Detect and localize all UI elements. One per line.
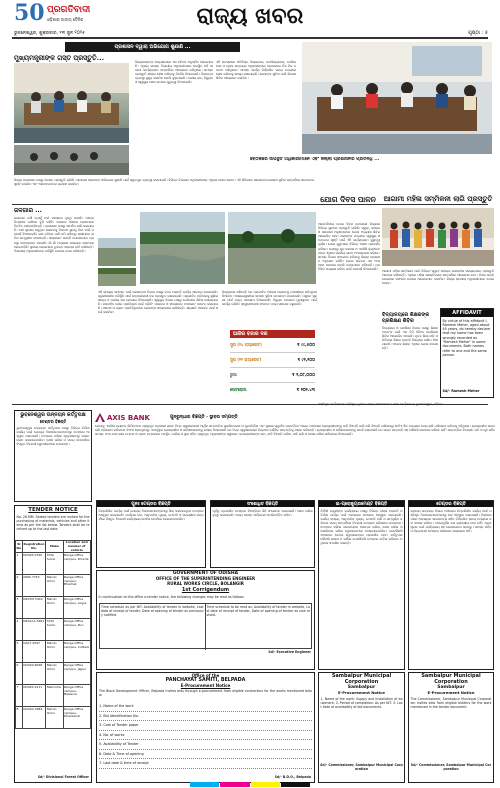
reg-black — [281, 782, 310, 787]
panchayat-signature: Sd/- B.D.O., Belpada — [274, 775, 311, 779]
col-sl: Sl No — [16, 541, 23, 553]
list-item: 4. No. of works — [99, 731, 312, 741]
col-make: Make — [46, 541, 63, 553]
price-row — [230, 383, 315, 397]
section-title: ରାଜ୍ୟ ଖବର — [196, 4, 304, 29]
list-item: 6. Date & Time of opening — [99, 750, 312, 760]
school-headline: ବିଦ୍ୟାଳୟରେ ଶିକ୍ଷକଙ୍କ ପ୍ରଶିକ୍ଷଣ ଶିବିର — [382, 312, 430, 324]
govt-body: In continuation to this office e-tender notice, the following changes may be read as follows. — [98, 594, 245, 599]
price-item: ସୁନା (୨୨ କ୍ୟାରେଟ) — [230, 357, 262, 362]
bda-notice — [14, 410, 92, 502]
story1-body-c: ଜିଲ୍ଲା ପ୍ରଶାସନ ପକ୍ଷରୁ ସମସ୍ତ ପ୍ରସ୍ତୁତି ଚାଲିଛି। ସାଧାରଣ ଲୋକଙ୍କ ଅଭିଯୋଗ ଶୁଣାଣି ପାଇଁ ସ୍ୱତନ୍ତ୍ର ବ୍ୟବସ୍ଥା କରାଯାଇଛି। ବିଭିନ୍ନ ବିଭାଗର ଅଧିକାରୀମାନେ ଏଥିରେ ଯୋଗ ଦେବେ। ଏହି ଶିବିରରେ ସରକାରୀ ଯୋଜନାର ସୁବିଧା ସମ୍ପର୍କରେ ସଚେତନତା ସୃଷ୍ଟି କରାଯିବ ଏବଂ ଆବେଦନପତ୍ର ଗ୍ରହଣ କରାଯିବ। — [14, 178, 314, 187]
table-cell: AP6K 7743 — [22, 575, 46, 597]
price-row — [230, 353, 315, 368]
price-row — [230, 338, 315, 353]
axis-logo-icon — [95, 413, 105, 422]
dateline: ଭୁବନେଶ୍ୱର, ଶୁକ୍ରବାର, ୧୩ ଜୁନ ୨୦୨୫ — [14, 31, 85, 36]
table-cell: Maruti Omni — [46, 575, 63, 597]
flood-headline: ଜଳଗାର ... — [14, 207, 42, 214]
table-cell: 5 — [16, 641, 23, 663]
flood-photo-main-art — [140, 212, 225, 284]
yoga-headline: ଯୋଗ ଦିବସ ପାଳନ — [320, 195, 376, 204]
table-cell: 6 — [16, 663, 23, 685]
panchayat-items — [97, 702, 314, 769]
table-row — [16, 553, 91, 575]
smc1-subtitle: Sambalpur — [347, 685, 376, 690]
mid-notice-2-title: ସଂଶୋଧିତ ବିଜ୍ଞପ୍ତି — [211, 501, 314, 507]
bda-notice-body: ଭୁବନେଶ୍ୱର ଉନ୍ନୟନ କର୍ତ୍ତୃପକ୍ଷ ପକ୍ଷରୁ ବିଭିନ୍ନ ନିର୍ମାଣ କାର୍ଯ୍ୟ ପାଇଁ ଯୋଗ୍ୟ ଠିକାଦାରମାନଙ୍କଠାରୁ ଟେଣ୍ଡର ଆହ୍ୱାନ କରାଯାଉଛି। ଟେଣ୍ଡର ଦଲିଲ ୱେବସାଇଟରୁ ଡାଉନଲୋଡ କରାଯାଇପାରିବ। ଶେଷ ତାରିଖ ଓ ସମୟ ସମ୍ପର୍କରେ ବିସ୍ତୃତ ବିବରଣୀ ୱେବସାଇଟରେ ଉପଲବ୍ଧ। — [16, 425, 90, 446]
table-cell: OD029 6068 — [22, 663, 46, 685]
smc2-subtitle: Sambalpur — [437, 685, 465, 690]
group-photo-art — [14, 145, 129, 175]
mid-notice-1-title: ପୁନଃ ଟେଣ୍ଡର ବିଜ୍ଞପ୍ତି — [97, 501, 205, 507]
panchayat-line2: PANCHAYAT SAMITI, BELPADA — [165, 678, 246, 683]
tender-table-body — [16, 553, 91, 729]
govt-notice — [96, 570, 315, 670]
tender-table — [15, 540, 91, 729]
flood-photo-left-art — [98, 238, 136, 266]
flood-photo-left-bottom — [98, 268, 136, 286]
table-cell: Range Office campus, Angul — [63, 597, 90, 619]
table-cell: Maruti Omni — [46, 597, 63, 619]
story1-headline: ମୁଖ୍ୟମନ୍ତ୍ରୀଙ୍କ ଗସ୍ତ ପ୍ରସ୍ତୁତି... — [14, 54, 105, 62]
affidavit-body: By virtue of this affidavit I, Ramesh Meher, aged about 45 years, do hereby declare that my name has been wrongly recorded as "Ramesh Mehar" in some documents. Both names refer to one and the same person. — [442, 318, 491, 357]
flood-body-b: ଏହି ସମସ୍ୟା ସମାଧାନ ପାଇଁ ଜଳସମ୍ପଦ ବିଭାଗ ପକ୍ଷରୁ ବନ୍ଧ ମରାମତି କାର୍ଯ୍ୟ ଆରମ୍ଭ କରାଯାଇଛି। ଜରୁରୀକାଳୀନ ପରିସ୍ଥିତି ପାଇଁ ଉଦ୍ଧାରକାରୀ ଦଳ ପ୍ରସ୍ତୁତ ରଖାଯାଇଛି। ପ୍ରଭାବିତ ପରିବାରକୁ ଶୁଖିଲା ଖାଦ୍ୟ ଓ ପାନୀୟ ଜଳ ଯୋଗାଇ ଦିଆଯାଉଛି। ସ୍ୱାସ୍ଥ୍ୟ ବିଭାଗ ପକ୍ଷରୁ ମେଡିକାଲ ଶିବିର ଖୋଲାଯାଇଛି। ଜଳବାହିତ ରୋଗ ପ୍ରତିରୋଧ ପାଇଁ ବ୍ଲିଚିଂ ପାଉଡର ଓ ହାଲୋଜେନ ଟାବଲେଟ ବଣ୍ଟନ କରାଯାଉଛି। ସରପଞ୍ଚ ଓ ଗ୍ରାମ ପ୍ରତିନିଧିମାନେ ଲୋକଙ୍କ ସହାୟତାରେ ଲାଗିଛନ୍ତି। କ୍ଷୟକ୍ଷତି ଆକଳନ ପାଇଁ ସର୍ଭେ କରାଯିବ। — [98, 290, 218, 315]
price-item: ପେଟ୍ରୋଲ — [230, 387, 247, 392]
table-row — [16, 619, 91, 641]
price-value: ₹ ୧,୦୮,୦୦୦ — [292, 372, 315, 377]
table-cell: Maruti Omni — [46, 641, 63, 663]
table-cell: OA07 4597 — [22, 641, 46, 663]
table-cell: Range Office campus, Khurda — [63, 553, 90, 575]
table-cell: 1 — [16, 553, 23, 575]
story1-body-a: ଜିଲ୍ଲାପାଳଙ୍କ ଅଧ୍ୟକ୍ଷତାରେ ଏକ ବୈଠକ ଅନୁଷ୍ଠିତ ହୋଇଯାଇଛି। ଏଥିରେ ସମସ୍ତ ବିଭାଗୀୟ ଅଧିକାରୀମାନେ ଉପସ୍ଥିତ ରହି ଆଗାମୀ କାର୍ଯ୍ୟକ୍ରମ ସମ୍ପର୍କରେ ଆଲୋଚନା କରିଥିଲେ। ସମସ୍ତ ପ୍ରସ୍ତୁତି ଶୀଘ୍ର ଶେଷ କରିବାକୁ ନିର୍ଦ୍ଦେଶ ଦିଆଯାଇଛି। ନିରାପତ୍ତା ବ୍ୟବସ୍ଥା ସୁଦୃଢ଼ କରାଯିବ ବୋଲି କୁହାଯାଇଛି। ପାନୀୟ ଜଳ, ବିଦ୍ୟୁତ ଓ ସ୍ୱାସ୍ଥ୍ୟ ସେବା ଉପରେ ଗୁରୁତ୍ୱ ଦିଆଯାଇଛି। — [135, 60, 213, 85]
panchayat-notice — [96, 672, 315, 783]
meeting-caption: ବୈଠକରେ ଉପସ୍ଥିତ ଅଧିକାରୀମାନେ ଏବଂ ଜିଲ୍ଲା ପ୍ରଶାସନର ପ୍ରତିନିଧି ... — [250, 157, 380, 162]
table-cell: Range Office campus, Dhenkanal — [63, 707, 90, 729]
table-cell: Range Office campus, Bhadrak — [63, 575, 90, 597]
price-box-header: ଆଜିର ବଜାର ଦର — [230, 330, 315, 338]
mid-notice-2 — [210, 500, 315, 568]
col-location: Location and number of vehicle — [63, 541, 90, 553]
axis-bank-band — [318, 402, 494, 412]
smc-notice-1 — [318, 672, 405, 783]
group-photo — [14, 145, 129, 175]
right-notice-a-body: ନିର୍ବାହୀ ଯନ୍ତ୍ରୀଙ୍କ କାର୍ଯ୍ୟାଳୟ ପକ୍ଷରୁ ବିଭିନ୍ନ ରାସ୍ତା ମରାମତି ଓ ନିର୍ମାଣ କାର୍ଯ୍ୟ ପାଇଁ ଅନଲାଇନ ଟେଣ୍ଡର ଆହ୍ୱାନ କରାଯାଉଛି। କାର୍ଯ୍ୟ ସଂଖ୍ୟା, ଆନୁମାନିକ ମୂଲ୍ୟ, ଇଏମଡି ରାଶି ଓ ସମ୍ପୂର୍ଣ୍ଣ କରିବାର ସମୟ ସମ୍ପର୍କରେ ବିବରଣୀ ଟେଣ୍ଡର ଦଲିଲରେ ଉପଲବ୍ଧ। ଟେଣ୍ଡର ଦଲିଲ ଡାଉନଲୋଡ ଆରମ୍ଭ ତାରିଖ, ଶେଷ ତାରିଖ ଓ ଖୋଲିବାର ତାରିଖ ୱେବସାଇଟରେ ଦେଖାଯାଇପାରିବ। ଯେକୌଣସି ସଂଶୋଧନ କେବଳ ୱେବସାଇଟରେ ପ୍ରକାଶିତ ହେବ। କର୍ତ୍ତୃପକ୍ଷ କୌଣସି କାରଣ ନ ଦର୍ଶାଇ ଯେକୌଣସି ଟେଣ୍ଡର ବାତିଲ କରିବାର ଅଧିକାର ସଂରକ୍ଷିତ ରଖନ୍ତି। — [320, 508, 403, 546]
smc1-sub2: E-Procurement Notice — [338, 690, 385, 695]
divider-1 — [12, 204, 488, 205]
reg-cyan — [190, 782, 219, 787]
flood-photo-wide-art — [228, 212, 316, 284]
bda-notice-subtitle: ଟେଣ୍ଡର ବିଜ୍ଞପ୍ତି — [39, 419, 67, 424]
table-cell: Maruti Omni — [46, 663, 63, 685]
masthead-rule — [12, 37, 488, 39]
list-item: 7. Last date & time of receipt — [99, 759, 312, 769]
smc2-title: Sambalpur Municipal Corporation — [421, 673, 481, 685]
smc1-title: Sambalpur Municipal Corporation — [331, 673, 392, 685]
tender-table-header — [16, 541, 91, 553]
tender-notice-body: No. 26-MM. Sealed tenders are invited for the purchasing of materials, vehicles and other items as per the list below. Tenders shall be received up to the last date. — [16, 515, 90, 532]
table-cell: Range Office campus, Jajpur — [63, 663, 90, 685]
tagline: ଓଡ଼ିଶାର ଜାତୀୟ ଦୈନିକ — [47, 17, 84, 22]
price-value: ₹ ୧୦୧.୪୩ — [296, 387, 315, 392]
table-cell: 2 — [16, 575, 23, 597]
price-row — [230, 368, 315, 383]
affidavit-box — [440, 308, 494, 398]
table-row — [16, 707, 91, 729]
reg-yellow — [251, 782, 280, 787]
meeting-photo-right — [302, 42, 492, 154]
right-notice-b-title: ଟେଣ୍ଡର ବିଜ୍ଞପ୍ତି — [409, 501, 493, 507]
govt-table — [99, 603, 312, 649]
table-cell: 7 — [16, 685, 23, 707]
meeting-photo-left — [14, 63, 129, 143]
mid-notice-2-body: ପୂର୍ବରୁ ପ୍ରକାଶିତ ଟେଣ୍ଡର ବିଜ୍ଞପ୍ତିରେ କିଛି ସଂଶୋଧନ କରାଯାଇଛି। ଶେଷ ତାରିଖ ବୃଦ୍ଧି କରାଯାଇଛି। ଅନ୍ୟ ସମସ୍ତ ସର୍ତ୍ତାବଳୀ ଅପରିବର୍ତ୍ତିତ ରହିବ। — [212, 508, 313, 517]
women-headline: ଆଗାମୀ ମହିଳା ସମ୍ମିଳନୀ ଲାଗି ପ୍ରସ୍ତୁତି — [383, 195, 493, 203]
women-group-photo — [382, 208, 494, 266]
top-banner — [65, 42, 240, 52]
govt-line1: GOVERNMENT OF ODISHA — [172, 571, 239, 576]
flood-photo-wide — [228, 212, 316, 284]
smc1-signature: Sd/- Commissioner, Sambalpur Municipal Corporation — [320, 763, 403, 772]
affidavit-title: AFFIDAVIT — [441, 309, 493, 317]
table-cell: 4 — [16, 619, 23, 641]
reg-magenta — [220, 782, 249, 787]
flood-body-c: ଜିଲ୍ଲାପାଳ କହିଛନ୍ତି ଯେ ପ୍ରଭାବିତ ଅଞ୍ଚଳର ଲୋକଙ୍କୁ ଯଥାଶୀଘ୍ର କ୍ଷତିପୂରଣ ଦିଆଯିବ। ଆଶ୍ରୟସ୍ଥଳୀରେ ସମସ୍ତ ସୁବିଧା ଉପଲବ୍ଧ କରାଯାଇଛି। ପଶୁଧନ ସୁରକ୍ଷା ପାଇଁ ମଧ୍ୟ ପଦକ୍ଷେପ ନିଆଯାଉଛି। ବିଦ୍ୟୁତ ଯୋଗାଣ ପୁନଃସ୍ଥାପନ ପାଇଁ କାର୍ଯ୍ୟ ଚାଲିଛି। ସ୍ୱେଚ୍ଛାସେବୀ ସଂଗଠନ ମଧ୍ୟ ସହାୟତା କରୁଛନ୍ତି। — [222, 290, 317, 307]
women-body: ଆଗାମୀ ମହିଳା ସମ୍ମିଳନୀ ପାଇଁ ବିଭିନ୍ନ ସ୍ୱୟଂ ସହାୟକ ଗୋଷ୍ଠୀର ସଦସ୍ୟମାନେ ପ୍ରସ୍ତୁତି ଆରମ୍ଭ କରିଛନ୍ତି। ଏଥିରେ ମହିଳା ସଶକ୍ତିକରଣ ସମ୍ପର୍କରେ ଆଲୋଚନା ହେବ। ମିଶନ ଶକ୍ତି ଯୋଜନାର ସଫଳତା ଉପରେ ଆଲୋକପାତ କରାଯିବ। ଜିଲ୍ଲା ସ୍ତରୀୟ ଅଧିକାରୀମାନେ ଯୋଗ ଦେବେ। — [382, 269, 494, 286]
govt-table-col-b: Time schedule to be read as: Availability of tender in website, Last date of receipt of tender, Date of opening of tender as now revised. — [206, 605, 310, 618]
bda-notice-title: ଭୁବନେଶ୍ୱର ଉନ୍ନୟନ କର୍ତ୍ତୃପକ୍ଷ — [20, 412, 86, 418]
smc-notice-2 — [408, 672, 494, 783]
tender-notice — [14, 505, 92, 783]
anniversary-logo: 50 — [14, 0, 45, 26]
smc1-body: 1. Name of the work: Supply and installation of equipment. 2. Period of completion: As per NIT. 3. Last date of availability of bid documents. — [320, 696, 403, 709]
masthead — [0, 0, 500, 40]
tender-notice-signature: Sd/- Divisional Forest Officer — [37, 775, 89, 779]
table-cell: 8 — [16, 707, 23, 729]
flood-body-a: ଲଗାତାର ବର୍ଷା ଯୋଗୁଁ ନଦୀ ଜଳସ୍ତର ବୃଦ୍ଧି ପାଇଛି। ଅନେକ ନିମ୍ନାଞ୍ଚଳ ପାଣିରେ ବୁଡ଼ି ରହିଛି। ଜଳଗାର ଅଞ୍ଚଳର ଲୋକମାନେ ଚିନ୍ତିତ ହୋଇପଡ଼ିଛନ୍ତି। ପ୍ରଶାସନ ପକ୍ଷରୁ ସତର୍କତା ଜାରି କରାଯାଇଛି। ନଦୀ କୂଳରେ ରହୁଥିବା ଲୋକଙ୍କୁ ନିରାପଦ ସ୍ଥାନକୁ ଯିବା ପାଇଁ ପରାମର୍ଶ ଦିଆଯାଇଛି। ଚାଷ ଜମିରେ ପାଣି ଜମି ରହିବାରୁ ଚାଷୀମାନେ କ୍ଷତିର ସମ୍ମୁଖୀନ ହେଉଛନ୍ତି। ରାସ୍ତାଘାଟ ଭାଙ୍ଗି ଯୋଗାଯୋଗ ବ୍ୟବସ୍ଥା ବାଧାପ୍ରାପ୍ତ ହୋଇଛି। ଗାଁ ଗାଁ ମଧ୍ୟରେ ଯାତାୟାତ କଷ୍ଟକର ହୋଇପଡ଼ିଛି। ସ୍ଥାନୀୟ ଲୋକମାନେ ତୁରନ୍ତ ସହାୟତା ଦାବି କରିଛନ୍ତି। ବିଭାଗୀୟ ଅଧିକାରୀମାନେ ପରିସ୍ଥିତି ଉପରେ ନଜର ରଖିଛନ୍ତି। — [14, 216, 94, 253]
table-row — [16, 641, 91, 663]
govt-line2: OFFICE OF THE SUPERINTENDING ENGINEER — [155, 576, 256, 581]
table-cell: OR01AA 5961 — [22, 619, 46, 641]
smc2-signature: Sd/- Commissioner, Sambalpur Municipal Corporation — [410, 763, 492, 772]
axis-bank-name: AXIS BANK — [107, 413, 150, 422]
registration-marks — [190, 782, 310, 787]
govt-title: 1st Corrigendum — [181, 587, 230, 593]
mid-notice-1 — [96, 500, 206, 568]
table-row — [16, 597, 91, 619]
table-cell: OD02S 2211 — [22, 685, 46, 707]
col-reg: Registration No. — [22, 541, 46, 553]
meeting-photo-art — [14, 63, 129, 143]
table-cell: TATA Sumo — [46, 553, 63, 575]
price-value: ₹ ୯୯,୫୦୦ — [297, 342, 315, 347]
panchayat-intro: The Block Development Officer, Belpada invites bids through e-procurement from eligible contractors for the works mentioned below. — [99, 689, 312, 698]
govt-table-col-a: Time schedule as per NIT: Availability of tender in website, Last date of receipt of tender, Date of opening of tender as previously notified. — [100, 604, 206, 650]
table-cell: Range Office campus, Balasore — [63, 685, 90, 707]
flood-photo-left-top — [98, 238, 136, 266]
right-notice-b — [408, 500, 494, 670]
top-banner-text: ପ୍ରଶାସନ ଦ୍ୱାରା ଅଭିଯୋଗ ଶୁଣାଣି ... — [114, 44, 191, 50]
table-cell: TATA Sumo — [46, 619, 63, 641]
panchayat-line1: Office of the — [191, 673, 220, 678]
table-cell: 3 — [16, 597, 23, 619]
axis-bank-band-text: ପଞ୍ଜିକୃତ କାର୍ଯ୍ୟାଳୟ: ତ୍ରିଶୂଳ, ତୃତୀୟ ମହଲା, ଅହମଦାବାଦ। ଶାଖା କାର୍ଯ୍ୟାଳୟ: ଭୁବନେଶ୍ୱର, ଓଡ଼ିଶା। — [318, 402, 443, 406]
yoga-body: ଆନ୍ତର୍ଜାତୀୟ ଯୋଗ ଦିବସ ଉପଲକ୍ଷେ ଜିଲ୍ଲାର ବିଭିନ୍ନ ସ୍ଥାନରେ ପ୍ରସ୍ତୁତି ଚାଲିଛି। ସ୍କୁଲ, କଲେଜ ଓ ସରକାରୀ ଅନୁଷ୍ଠାନରେ ଯୋଗ ଅଭ୍ୟାସ ଶିବିର ଆୟୋଜିତ ହେବ। ଲୋକଙ୍କ ମଧ୍ୟରେ ସ୍ୱାସ୍ଥ୍ୟ ସଚେତନତା ସୃଷ୍ଟି ପାଇଁ ଏହି କାର୍ଯ୍ୟକ୍ରମ ଗୁରୁତ୍ୱପୂର୍ଣ୍ଣ। ଯୋଗ ଗୁରୁମାନେ ବିଭିନ୍ନ ଆସନ ପ୍ରଦର୍ଶନ କରିବେ। ନେହେରୁ ଯୁବ କେନ୍ଦ୍ର ଓ ଏନସିସି କ୍ୟାଡେଟମାନେ ଏଥିରେ ସକ୍ରିୟ ଭାବେ ଅଂଶଗ୍ରହଣ କରିବେ। ସମସ୍ତ ବିଭାଗ ସହଯୋଗ କରିବାକୁ ଜିଲ୍ଲା ପ୍ରଶାସନ ଅନୁରୋଧ କରିଛି। ଯୋଗ ଜୀବନର ଏକ ଅଂଶ ହେବା ଦରକାର ବୋଲି ବକ୍ତାମାନେ କହିଛନ୍ତି। ପ୍ରତିଦିନ ଅଭ୍ୟାସ କରିବା ପାଇଁ ପରାମର୍ଶ ଦିଆଯାଇଛି। — [318, 222, 380, 272]
school-body: ବିଦ୍ୟାଳୟ ଓ ଗଣଶିକ୍ଷା ବିଭାଗ ପକ୍ଷରୁ ଶିକ୍ଷକମାନଙ୍କ ପାଇଁ ଏକ ତିନି ଦିନିଆ ପ୍ରଶିକ୍ଷଣ ଶିବିର ଆୟୋଜିତ ହୋଇଛି। ନୂତନ ଶିକ୍ଷା ନୀତି ଓ ଡିଜିଟାଲ ଶିକ୍ଷଣ ପଦ୍ଧତି ବିଷୟରେ ତାଲିମ ଦିଆଯାଉଛି। ଅନେକ ଶିକ୍ଷକ ଏଥିରେ ଯୋଗ ଦେଇଛନ୍ତି। — [382, 326, 438, 351]
price-box — [230, 330, 315, 402]
right-notice-a — [318, 500, 405, 670]
govt-signature: Sd/- Executive Engineer — [268, 650, 311, 654]
table-cell: Mahindra — [46, 685, 63, 707]
price-item: ସୁନା (୨୪ କ୍ୟାରେଟ) — [230, 342, 262, 347]
list-item: 5. Availability of Tender — [99, 740, 312, 750]
panchayat-line3: E-Procurement Notice — [180, 683, 231, 688]
affidavit-signature: Sd/- Ramesh Meher — [442, 389, 480, 393]
table-row — [16, 685, 91, 707]
table-cell: Range Office campus, Cuttack — [63, 641, 90, 663]
table-row — [16, 663, 91, 685]
tender-notice-title: TENDER NOTICE — [28, 507, 78, 513]
list-item: 2. Bid identification No. — [99, 712, 312, 722]
women-group-photo-art — [382, 208, 494, 266]
table-cell: OD02A 0984 — [22, 707, 46, 729]
table-row — [16, 575, 91, 597]
meeting-photo-right-art — [302, 42, 492, 154]
table-cell: Maruti Omni — [46, 707, 63, 729]
right-notice-b-body: ଗ୍ରାମ୍ୟ ଉନ୍ନୟନ ବିଭାଗ ଅଧୀନରେ ନିମ୍ନଲିଖିତ କାର୍ଯ୍ୟ ପାଇଁ ପଞ୍ଜିକୃତ ଠିକାଦାରମାନଙ୍କଠାରୁ ଦର ଆହ୍ୱାନ କରାଯାଉଛି। ଠିକାଦାରମାନେ ଆବଶ୍ୟକ କାଗଜପତ୍ର ସହିତ ନିର୍ଦ୍ଧାରିତ ସମୟ ମଧ୍ୟରେ ଦର ଦାଖଲ କରିବେ। ଅସମ୍ପୂର୍ଣ୍ଣ ଦର ଗ୍ରହଣୀୟ ହେବ ନାହିଁ। ଅଧିକ ସୂଚନା ପାଇଁ କାର୍ଯ୍ୟାଳୟ ସହ ଯୋଗାଯୋଗ କରନ୍ତୁ। ସମସ୍ତ ସର୍ତ୍ତ ଓ ନିୟମାବଳୀ ଟେଣ୍ଡର ଦଲିଲରେ ଉଲ୍ଲେଖ ଅଛି। — [410, 508, 492, 533]
axis-bank-logo — [95, 412, 161, 423]
table-cell: OR07M 5440 — [22, 597, 46, 619]
page-number: ପୃଷ୍ଠା : ୫ — [468, 30, 488, 36]
price-item: ରୁପା — [230, 372, 237, 377]
list-item: 3. Cost of Tender paper — [99, 721, 312, 731]
list-item: 1. Name of the work — [99, 702, 312, 712]
paper-name: ପ୍ରଗତିବାଦୀ — [47, 5, 91, 15]
flood-photo-main — [140, 212, 225, 284]
flood-photo-left-bottom-art — [98, 268, 136, 286]
govt-line3: RURAL WORKS CIRCLE, BOLANGIR — [167, 581, 244, 586]
story1-body-b: ଏହି ଅବସରରେ ଅତିରିକ୍ତ ଜିଲ୍ଲାପାଳ, ଉପଜିଲ୍ଲାପାଳ, ତହସିଲଦାର ଓ ବ୍ଲକ ଉନ୍ନୟନ ଅଧିକାରୀମାନେ ଯୋଗଦେଇ ନିଜ ନିଜ ମତାମତ ରଖିଥିଲେ। ସମସ୍ତ କାର୍ଯ୍ୟ ନିର୍ଦ୍ଧାରିତ ସମୟ ମଧ୍ୟରେ ଶେଷ କରିବାକୁ ଲକ୍ଷ୍ୟ ରଖାଯାଇଛି। ଲୋକଙ୍କ ସୁବିଧା ପାଇଁ ବିଶେଷ ଶିବିର ଆୟୋଜନ କରାଯିବ। — [216, 60, 296, 81]
price-value: ₹ ୯୧,୨୦୦ — [297, 357, 315, 362]
right-notice-a-title: ଇ-ପ୍ରୋକ୍ୟୁରମେଣ୍ଟ ବିଜ୍ଞପ୍ତି — [319, 501, 404, 507]
table-cell: Range Office campus, Puri — [63, 619, 90, 641]
smc2-body: The Commissioner, Sambalpur Municipal Corporation invites bids from eligible bidders for the work mentioned in the tender document. — [410, 696, 492, 709]
table-cell: OD02S 0760 — [22, 553, 46, 575]
smc2-sub2: E-Procurement Notice — [427, 690, 475, 695]
mid-notice-1-body: ନିମ୍ନଲିଖିତ କାର୍ଯ୍ୟ ପାଇଁ ଯୋଗ୍ୟ ଠିକାଦାରମାନଙ୍କଠାରୁ ସିଲ୍ କରାଯାଇଥିବା ଟେଣ୍ଡର ଆହ୍ୱାନ କରାଯାଉଛି। କାର୍ଯ୍ୟର ନାମ, ଆନୁମାନିକ ମୂଲ୍ୟ, ଇଏମଡି ଓ ସମୟସୀମା ସମ୍ପର୍କରେ ବିସ୍ତୃତ ବିବରଣୀ କାର୍ଯ୍ୟାଳୟ ନୋଟିସ ବୋର୍ଡରେ ଦେଖାଯାଇପାରିବ। — [98, 508, 204, 521]
axis-bank-body: ଯେହେତୁ ଏକ୍ସିସ ବ୍ୟାଙ୍କ ଲିମିଟେଡର ପ୍ରାଧିକୃତ ଅଧିକାରୀ ଭାବେ ନିମ୍ନ ସ୍ୱାକ୍ଷରକାରୀ ଆର୍ଥିକ ସମ୍ପତ୍ତିର ସୁରକ୍ଷିତକରଣ ଓ ପୁନଃନିର୍ମାଣ ଏବଂ ସୁରକ୍ଷା ସ୍ୱାର୍ଥର ପ୍ରବର୍ତ୍ତନ ଆଇନ ଅଧୀନରେ ଋଣଗ୍ରହୀତାଙ୍କୁ ଦାବି ବିଜ୍ଞପ୍ତି ଜାରି କରି ବିଜ୍ଞପ୍ତି ତାରିଖଠାରୁ ଷାଠିଏ ଦିନ ମଧ୍ୟରେ ଦେୟ ରାଶି ପରିଶୋଧ କରିବାକୁ କହିଥିଲେ। ଋଣଗ୍ରହୀତା ଉକ୍ତ ରାଶି ପରିଶୋଧ କରିବାରେ ବିଫଳ ହୋଇଥିବାରୁ ଏତଦ୍ୱାରା ଋଣଗ୍ରହୀତା ଓ ସର୍ବସାଧାରଣଙ୍କୁ ଜଣାଇ ଦିଆଯାଉଛି ଯେ ନିମ୍ନ ସ୍ୱାକ୍ଷରକାରୀ ନିମ୍ନରେ ବର୍ଣ୍ଣିତ ସମ୍ପତ୍ତିକୁ ଦଖଲ କରିଛନ୍ତି। ଋଣଗ୍ରହୀତା ଓ ସର୍ବସାଧାରଣଙ୍କୁ ସତର୍କ କରାଯାଉଛି ଯେ ଉକ୍ତ ସମ୍ପତ୍ତି ସହ କୌଣସି କାରବାର କରିବେ ନାହିଁ। ସମ୍ପତ୍ତିର ବିବରଣୀ: ଜମି ଓ ଗୃହ ସହିତ ସମସ୍ତ ଅଂଶ ଯାହା ଖାତା ନମ୍ବର ଓ ପ୍ଲଟ ନମ୍ବରରେ ଅବସ୍ଥିତ। ତାରିଖ ଓ ସ୍ଥାନ ସହିତ ପ୍ରାଧିକୃତ ଅଧିକାରୀଙ୍କ ସ୍ୱାକ୍ଷର। ଋଣଗ୍ରହୀତାଙ୍କ ନାମ, ଦାବି ବିଜ୍ଞପ୍ତି ତାରିଖ, ଦାବି ରାଶି ଓ ଦଖଲ ତାରିଖ ତାଲିକାରେ ଦିଆଯାଇଛି। — [95, 424, 495, 437]
axis-bank-subtitle: ପୁନରୁଦ୍ଧାର ବିଜ୍ଞପ୍ତି - ସ୍ଥାବର ସମ୍ପତ୍ତି — [170, 415, 238, 420]
